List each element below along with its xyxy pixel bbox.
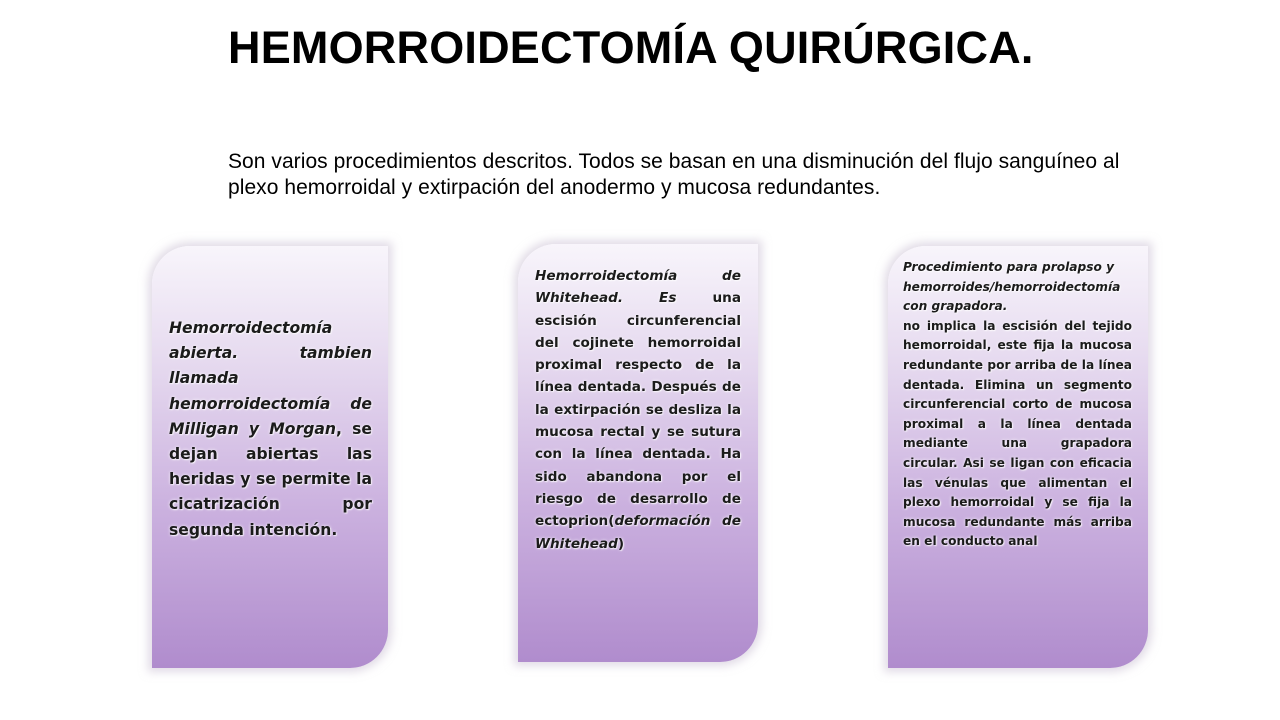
card-italic-lead — [903, 258, 1132, 317]
card-text — [535, 265, 741, 555]
card-whitehead-hemorrhoidectomy — [518, 244, 758, 662]
card-italic-lead: Hemorroidectomía de Whitehead. Es — [535, 268, 741, 307]
intro-paragraph: Son varios procedimientos descritos. Todos se basan en una disminución del flujo sanguíneo al plexo hemorroidal y extirpación del anodermo y mucosa redundantes. — [228, 150, 1120, 199]
card-stapled-hemorrhoidectomy — [888, 246, 1148, 668]
card-open-hemorrhoidectomy — [152, 246, 388, 668]
card-italic-lead-text: Procedimiento para prolapso y hemorroides/hemorroidectomía con grapadora. — [903, 260, 1121, 314]
card-close-paren: ) — [617, 535, 625, 552]
card-body: no implica la escisión del tejido hemorroidal, este fija la mucosa redundante por arriba de la línea dentada. Elimina un segmento circunferencial corto de mucosa proximal a la línea dentada mediante una grapadora circular. Asi se ligan con eficacia las vénulas que alimentan el plexo hemorroidal y se fija la mucosa redundante más arriba en el conducto anal — [903, 318, 1132, 549]
card-italic-lead: Hemorroidectomía abierta. tambien llamada hemorroidectomía de Milligan y Morgan — [169, 319, 372, 438]
card-body: una escisión circunferencial del cojinete hemorroidal proximal respecto de la línea dentada. Después de la extirpación se desliza la mucosa rectal y se sutura con la línea dentada. Ha sido abandona por el riesgo de desarrollo de ectoprion( — [535, 290, 742, 530]
card-text — [169, 316, 372, 543]
card-italic-tail: deformación de Whitehead — [535, 513, 741, 552]
card-body: , se dejan abiertas las heridas y se permite la cicatrización por segunda intención. — [169, 419, 372, 539]
slide-title: HEMORROIDECTOMÍA QUIRÚRGICA. — [228, 22, 1034, 73]
